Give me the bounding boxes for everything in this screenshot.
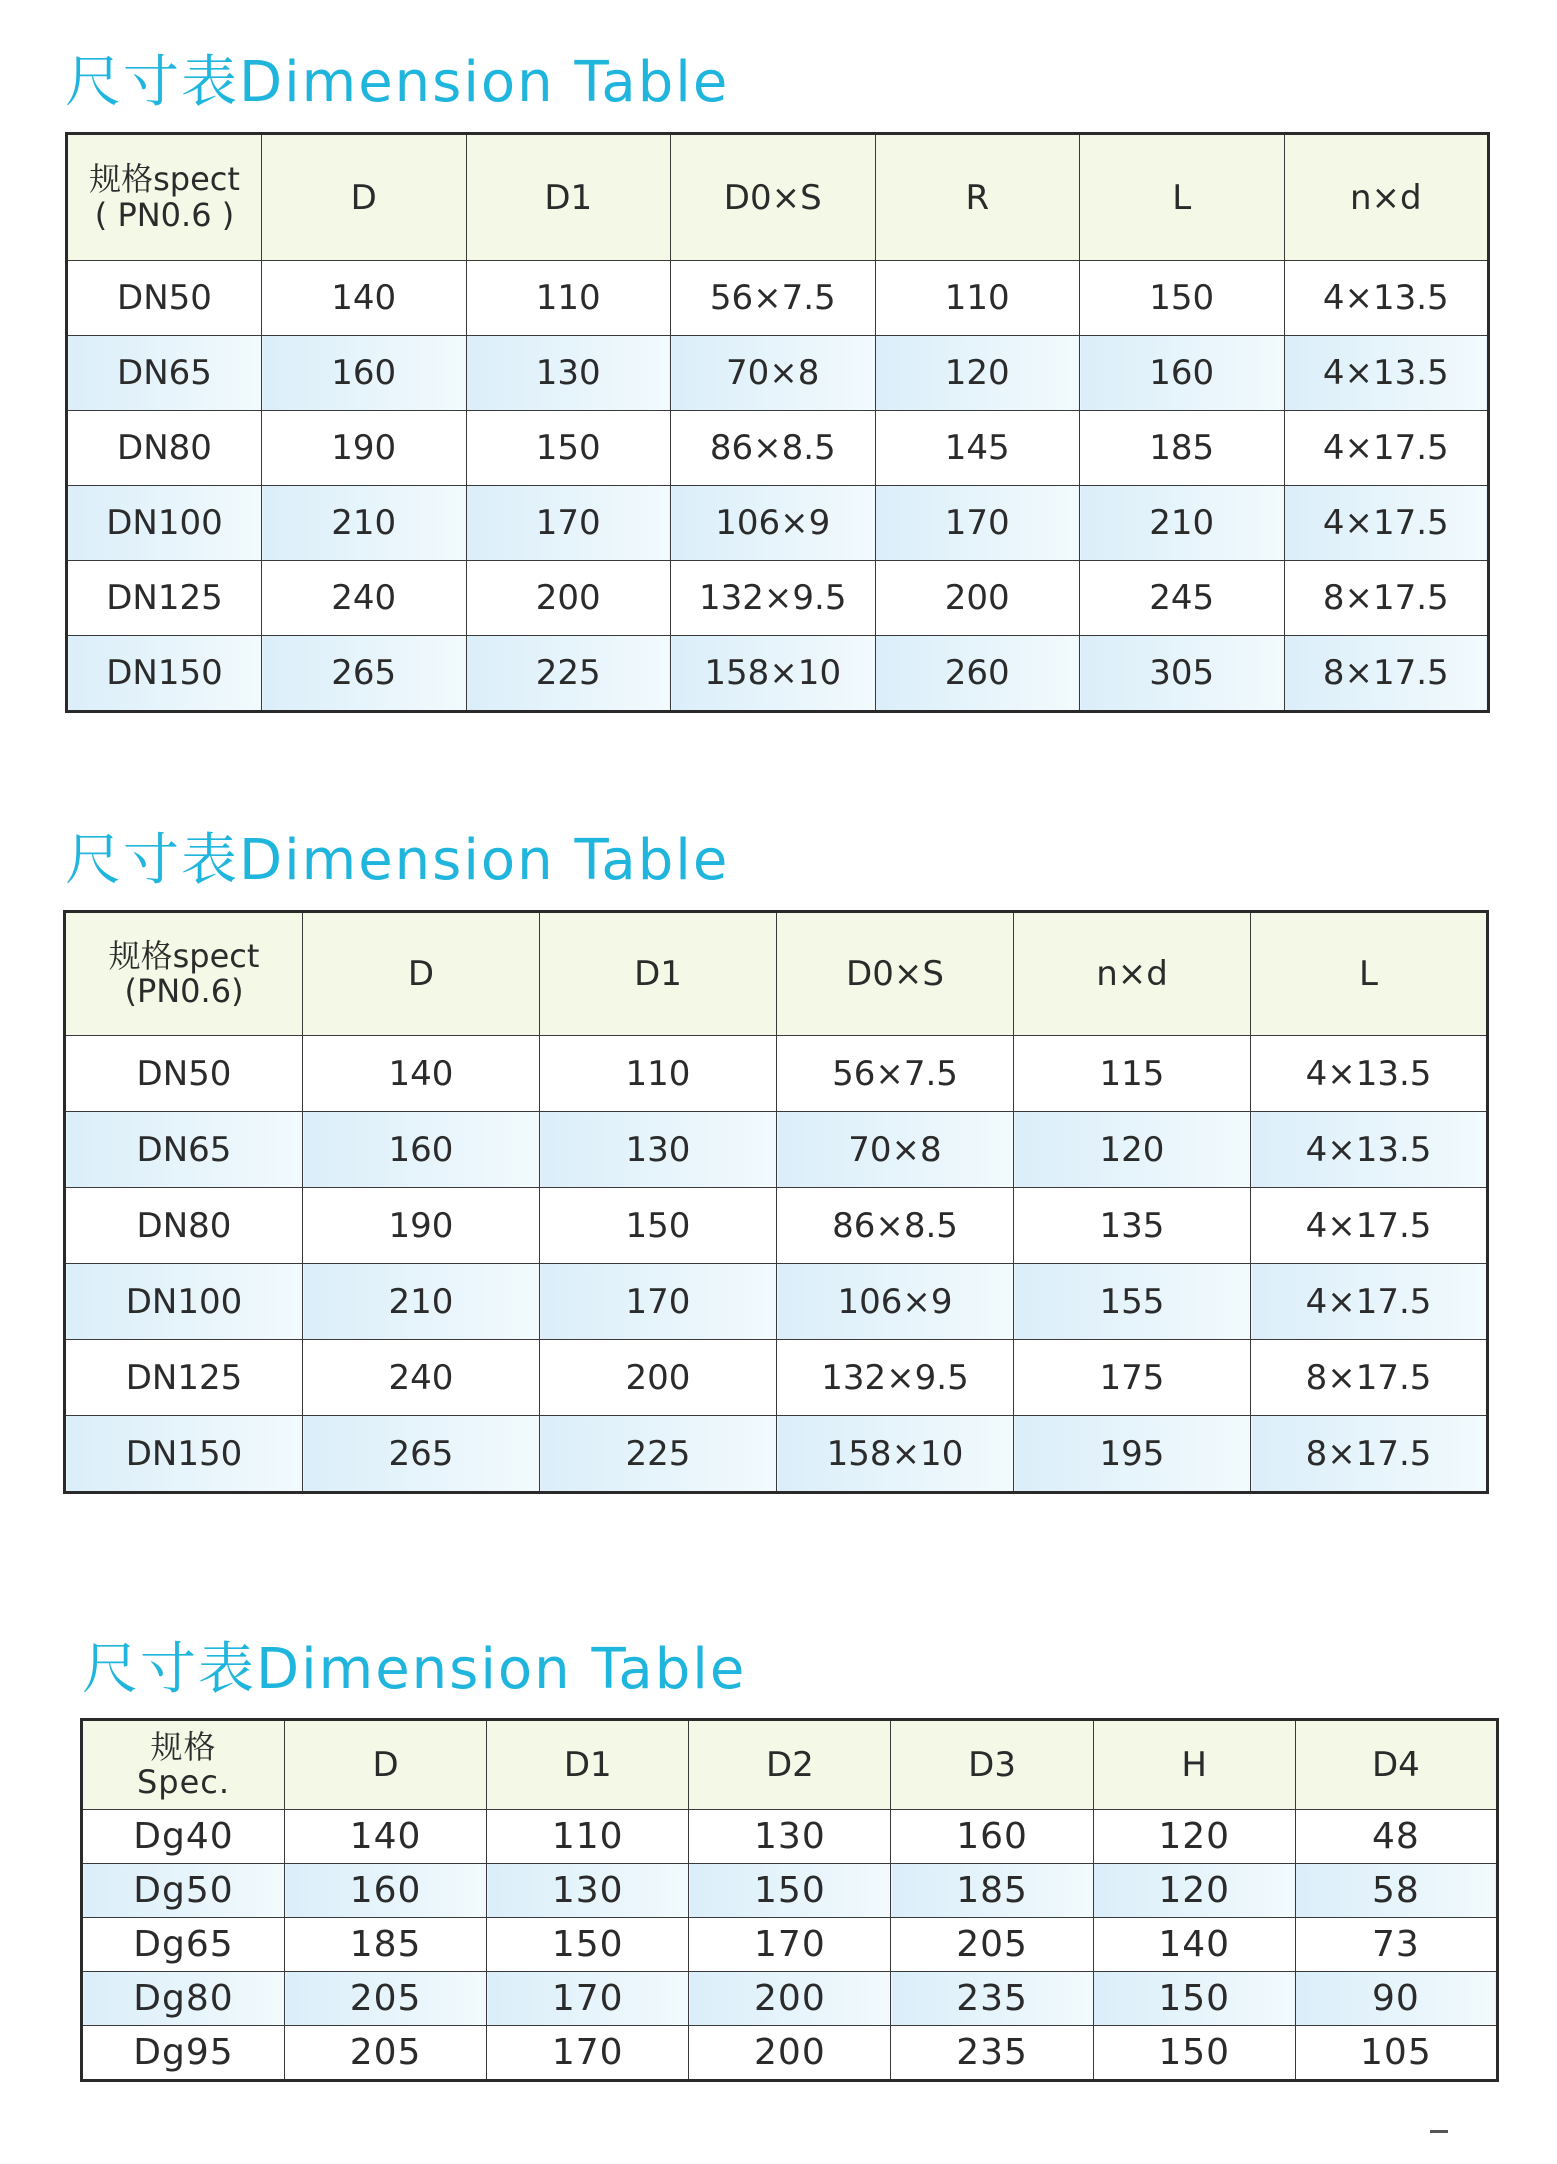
value-cell: 150 [1080, 261, 1285, 336]
spec-cell: DN150 [65, 1416, 303, 1493]
value-cell: 106×9 [671, 486, 876, 561]
value-cell: 150 [466, 411, 671, 486]
column-header: n×d [1014, 912, 1251, 1036]
table-row [67, 486, 1489, 561]
value-cell: 265 [262, 636, 467, 712]
column-header: D [303, 912, 540, 1036]
header-row [82, 1720, 1498, 1810]
value-cell: 120 [1014, 1112, 1251, 1188]
spec-header-line: 规格 [150, 1727, 217, 1766]
value-cell: 130 [540, 1112, 777, 1188]
header-row [65, 912, 1488, 1036]
table-row [65, 1112, 1488, 1188]
table-row [67, 636, 1489, 712]
value-cell: 225 [466, 636, 671, 712]
spec-cell: Dg80 [82, 1972, 285, 2026]
value-cell: 160 [262, 336, 467, 411]
table-row [82, 1810, 1498, 1864]
value-cell: 4×17.5 [1284, 486, 1489, 561]
value-cell: 140 [1093, 1918, 1295, 1972]
value-cell: 132×9.5 [671, 561, 876, 636]
table-row [67, 261, 1489, 336]
table-row [67, 561, 1489, 636]
value-cell: 110 [875, 261, 1080, 336]
value-cell: 130 [689, 1810, 891, 1864]
value-cell: 225 [540, 1416, 777, 1493]
value-cell: 4×17.5 [1251, 1188, 1488, 1264]
value-cell: 170 [689, 1918, 891, 1972]
column-header: D2 [689, 1720, 891, 1810]
column-header: R [875, 134, 1080, 261]
value-cell: 73 [1295, 1918, 1497, 1972]
spec-cell: DN125 [67, 561, 262, 636]
value-cell: 160 [891, 1810, 1093, 1864]
header-row [67, 134, 1489, 261]
value-cell: 150 [540, 1188, 777, 1264]
column-header: D1 [487, 1720, 689, 1810]
spec-header-line: 规格spect [89, 160, 240, 199]
value-cell: 4×13.5 [1251, 1036, 1488, 1112]
table-title: 尺寸表Dimension Table [65, 828, 730, 893]
value-cell: 150 [689, 1864, 891, 1918]
value-cell: 205 [285, 1972, 487, 2026]
value-cell: 4×13.5 [1284, 261, 1489, 336]
value-cell: 70×8 [671, 336, 876, 411]
spec-cell: Dg65 [82, 1918, 285, 1972]
value-cell: 170 [487, 2026, 689, 2081]
value-cell: 235 [891, 1972, 1093, 2026]
table-title: 尺寸表Dimension Table [65, 50, 730, 115]
value-cell: 150 [487, 1918, 689, 1972]
dimension-table [80, 1718, 1499, 2082]
value-cell: 205 [891, 1918, 1093, 1972]
value-cell: 158×10 [671, 636, 876, 712]
value-cell: 115 [1014, 1036, 1251, 1112]
dimension-table [65, 132, 1490, 713]
value-cell: 140 [262, 261, 467, 336]
value-cell: 185 [891, 1864, 1093, 1918]
value-cell: 135 [1014, 1188, 1251, 1264]
value-cell: 160 [285, 1864, 487, 1918]
column-header: D4 [1295, 1720, 1497, 1810]
value-cell: 185 [1080, 411, 1285, 486]
value-cell: 8×17.5 [1251, 1416, 1488, 1493]
spec-header-line: ( PN0.6 ) [94, 195, 235, 234]
spec-cell: Dg95 [82, 2026, 285, 2081]
value-cell: 130 [466, 336, 671, 411]
spec-header-cell [67, 134, 262, 261]
table-row [82, 1864, 1498, 1918]
spec-cell: DN50 [65, 1036, 303, 1112]
value-cell: 210 [1080, 486, 1285, 561]
value-cell: 170 [466, 486, 671, 561]
table-row [67, 411, 1489, 486]
value-cell: 200 [466, 561, 671, 636]
spec-header-line: (PN0.6) [124, 972, 244, 1010]
value-cell: 160 [303, 1112, 540, 1188]
spec-cell: DN150 [67, 636, 262, 712]
table-row [67, 336, 1489, 411]
column-header: H [1093, 1720, 1295, 1810]
value-cell: 4×13.5 [1251, 1112, 1488, 1188]
table-row [65, 1416, 1488, 1493]
column-header: D0×S [671, 134, 876, 261]
value-cell: 120 [1093, 1864, 1295, 1918]
column-header: D [262, 134, 467, 261]
value-cell: 240 [303, 1340, 540, 1416]
value-cell: 120 [1093, 1810, 1295, 1864]
spec-cell: DN65 [67, 336, 262, 411]
table-title: 尺寸表Dimension Table [82, 1637, 747, 1702]
dimension-table [63, 910, 1489, 1494]
value-cell: 200 [875, 561, 1080, 636]
value-cell: 86×8.5 [777, 1188, 1014, 1264]
value-cell: 48 [1295, 1810, 1497, 1864]
value-cell: 132×9.5 [777, 1340, 1014, 1416]
value-cell: 56×7.5 [777, 1036, 1014, 1112]
table-row [82, 1918, 1498, 1972]
value-cell: 86×8.5 [671, 411, 876, 486]
spec-header-line: Spec. [136, 1763, 231, 1801]
spec-cell: DN65 [65, 1112, 303, 1188]
page-mark [1430, 2130, 1448, 2133]
value-cell: 70×8 [777, 1112, 1014, 1188]
value-cell: 145 [875, 411, 1080, 486]
value-cell: 4×17.5 [1284, 411, 1489, 486]
table-row [65, 1264, 1488, 1340]
spec-cell: DN80 [65, 1188, 303, 1264]
value-cell: 158×10 [777, 1416, 1014, 1493]
value-cell: 110 [466, 261, 671, 336]
value-cell: 170 [875, 486, 1080, 561]
value-cell: 58 [1295, 1864, 1497, 1918]
column-header: D1 [466, 134, 671, 261]
value-cell: 4×13.5 [1284, 336, 1489, 411]
value-cell: 8×17.5 [1284, 636, 1489, 712]
spec-cell: Dg40 [82, 1810, 285, 1864]
value-cell: 205 [285, 2026, 487, 2081]
spec-cell: Dg50 [82, 1864, 285, 1918]
value-cell: 155 [1014, 1264, 1251, 1340]
value-cell: 105 [1295, 2026, 1497, 2081]
spec-header-line: 规格spect [108, 936, 260, 975]
value-cell: 210 [303, 1264, 540, 1340]
value-cell: 210 [262, 486, 467, 561]
value-cell: 170 [487, 1972, 689, 2026]
value-cell: 110 [487, 1810, 689, 1864]
value-cell: 235 [891, 2026, 1093, 2081]
spec-cell: DN100 [65, 1264, 303, 1340]
value-cell: 175 [1014, 1340, 1251, 1416]
column-header: D3 [891, 1720, 1093, 1810]
table-row [82, 2026, 1498, 2081]
value-cell: 90 [1295, 1972, 1497, 2026]
spec-cell: DN125 [65, 1340, 303, 1416]
value-cell: 185 [285, 1918, 487, 1972]
value-cell: 265 [303, 1416, 540, 1493]
column-header: D [285, 1720, 487, 1810]
value-cell: 8×17.5 [1284, 561, 1489, 636]
value-cell: 190 [262, 411, 467, 486]
spec-cell: DN80 [67, 411, 262, 486]
value-cell: 110 [540, 1036, 777, 1112]
spec-cell: DN100 [67, 486, 262, 561]
column-header: L [1251, 912, 1488, 1036]
value-cell: 305 [1080, 636, 1285, 712]
column-header: D1 [540, 912, 777, 1036]
value-cell: 8×17.5 [1251, 1340, 1488, 1416]
value-cell: 195 [1014, 1416, 1251, 1493]
value-cell: 200 [540, 1340, 777, 1416]
spec-header-cell [65, 912, 303, 1036]
value-cell: 200 [689, 1972, 891, 2026]
column-header: D0×S [777, 912, 1014, 1036]
value-cell: 140 [285, 1810, 487, 1864]
spec-header-cell [82, 1720, 285, 1810]
table-row [65, 1188, 1488, 1264]
spec-cell: DN50 [67, 261, 262, 336]
value-cell: 200 [689, 2026, 891, 2081]
value-cell: 150 [1093, 2026, 1295, 2081]
value-cell: 4×17.5 [1251, 1264, 1488, 1340]
column-header: L [1080, 134, 1285, 261]
value-cell: 140 [303, 1036, 540, 1112]
value-cell: 106×9 [777, 1264, 1014, 1340]
column-header: n×d [1284, 134, 1489, 261]
value-cell: 56×7.5 [671, 261, 876, 336]
value-cell: 130 [487, 1864, 689, 1918]
value-cell: 120 [875, 336, 1080, 411]
value-cell: 240 [262, 561, 467, 636]
value-cell: 190 [303, 1188, 540, 1264]
value-cell: 245 [1080, 561, 1285, 636]
table-row [65, 1340, 1488, 1416]
table-row [65, 1036, 1488, 1112]
table-row [82, 1972, 1498, 2026]
value-cell: 150 [1093, 1972, 1295, 2026]
value-cell: 160 [1080, 336, 1285, 411]
value-cell: 260 [875, 636, 1080, 712]
value-cell: 170 [540, 1264, 777, 1340]
